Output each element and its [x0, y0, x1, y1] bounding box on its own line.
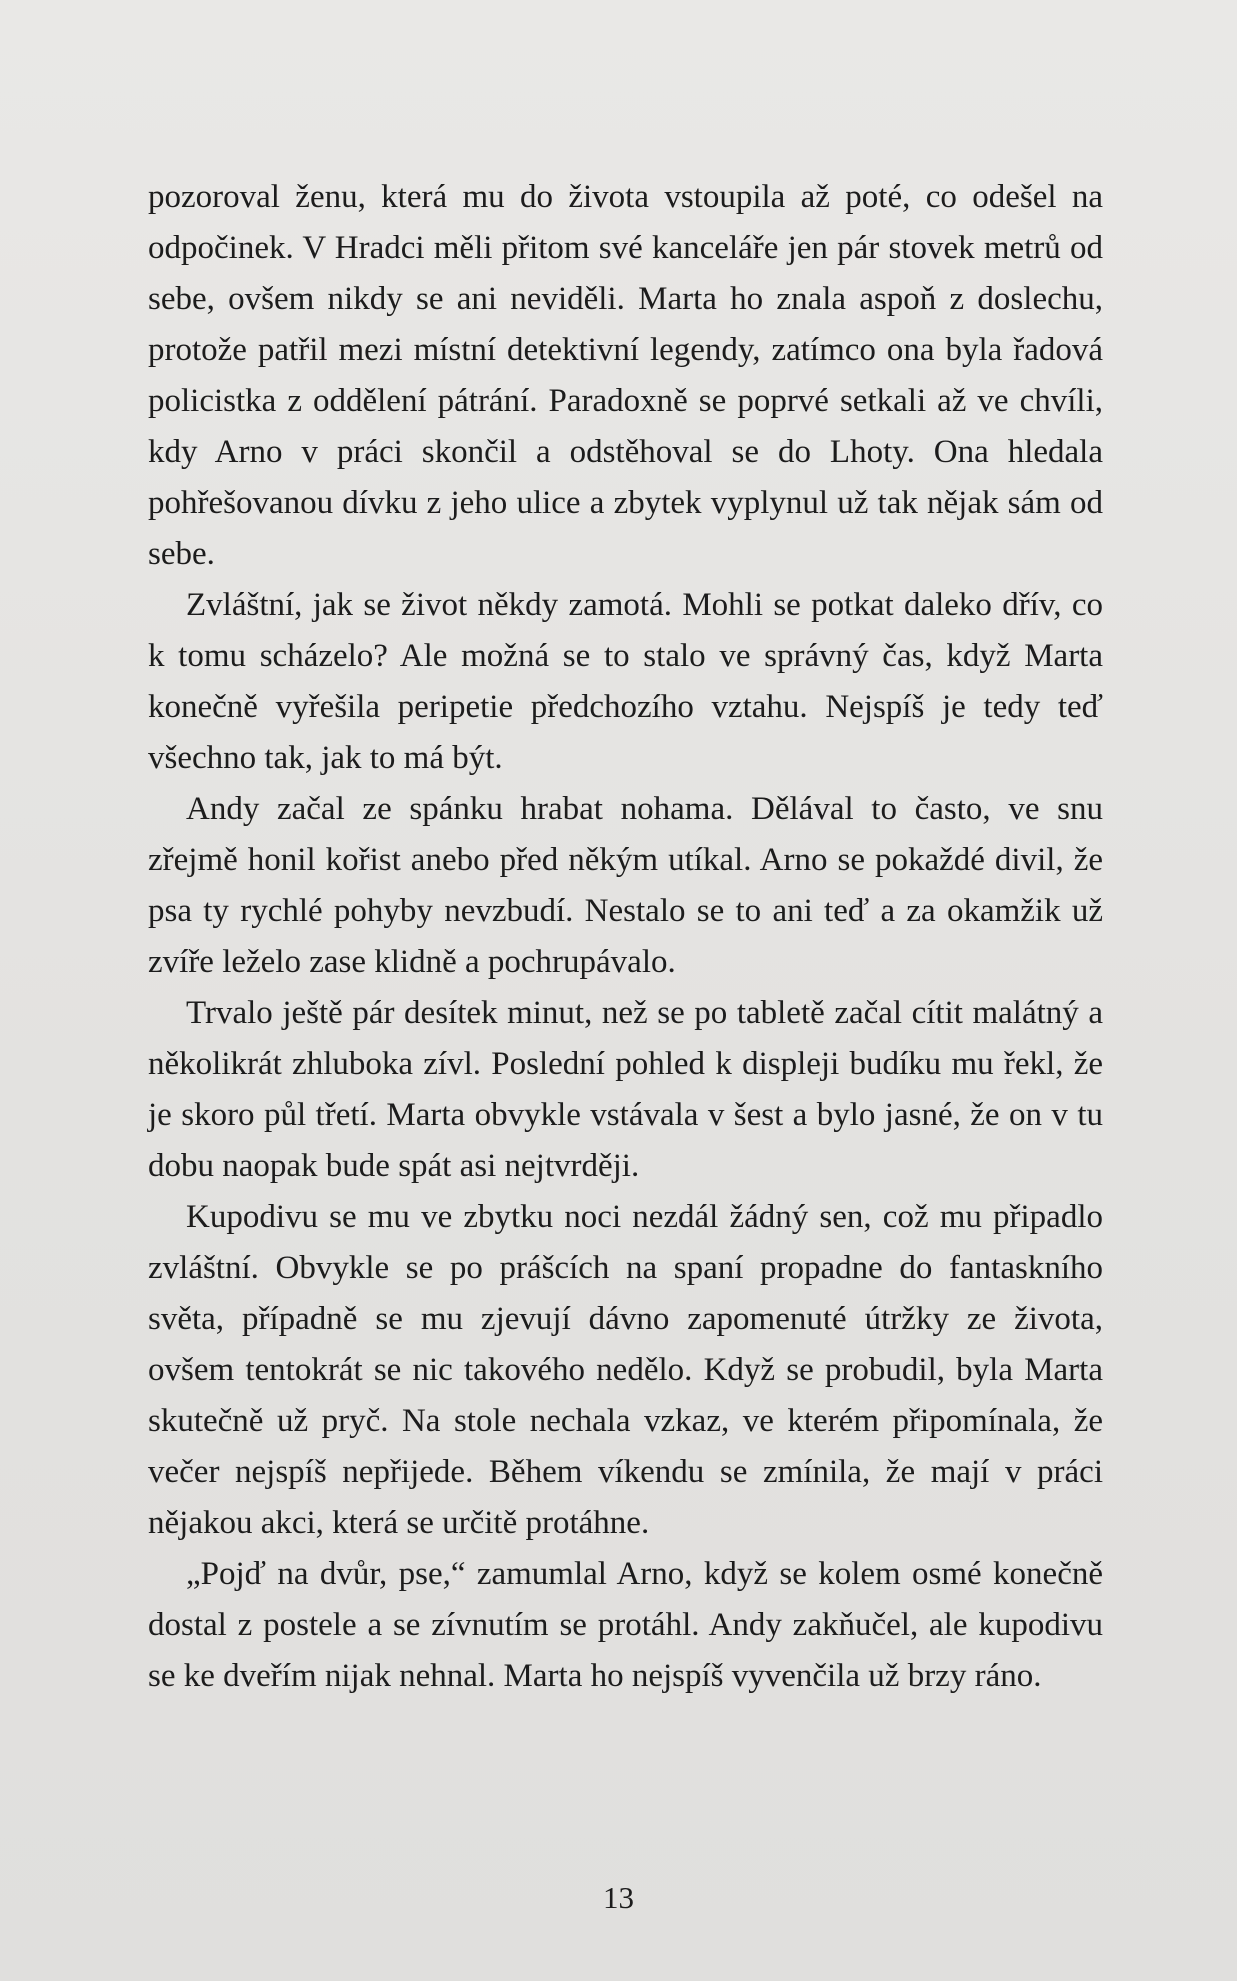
body-text — [148, 172, 1103, 1702]
paragraph-1: pozoroval ženu, která mu do života vstoupila až poté, co odešel na odpočinek. V Hradci měli přitom své kanceláře jen pár stovek metrů od sebe, ovšem nikdy se ani neviděli. Marta ho znala aspoň z doslechu, protože patřil mezi místní detektivní legendy, zatímco ona byla řadová policistka z oddělení pátrání. Paradoxně se poprvé setkali až ve chvíli, kdy Arno v práci skončil a odstěhoval se do Lhoty. Ona hledala pohřešovanou dívku z jeho ulice a zbytek vyplynul už tak nějak sám od sebe. — [148, 179, 1103, 572]
paragraph-6: „Pojď na dvůr, pse,“ zamumlal Arno, když se kolem osmé konečně dostal z postele a se zívnutím se protáhl. Andy zakňučel, ale kupodivu se ke dveřím nijak nehnal. Marta ho nejspíš vyvenčila už brzy ráno. — [148, 1556, 1103, 1694]
paragraph-5: Kupodivu se mu ve zbytku noci nezdál žádný sen, což mu připadlo zvláštní. Obvykle se po prášcích na spaní propadne do fantaskního světa, případně se mu zjevují dávno zapomenuté útržky ze života, ovšem tentokrát se nic takového nedělo. Když se probudil, byla Marta skutečně už pryč. Na stole nechala vzkaz, ve kterém připomínala, že večer nejspíš nepřijede. Během víkendu se zmínila, že mají v práci nějakou akci, která se určitě protáhne. — [148, 1199, 1103, 1541]
page-number: 13 — [603, 1880, 634, 1915]
paragraph-4: Trvalo ještě pár desítek minut, než se po tabletě začal cítit malátný a několikrát zhluboka zívl. Poslední pohled k displeji budíku mu řekl, že je skoro půl třetí. Marta obvykle vstávala v šest a bylo jasné, že on v tu dobu naopak bude spát asi nejtvrději. — [148, 995, 1103, 1184]
paragraph-3: Andy začal ze spánku hrabat nohama. Dělával to často, ve snu zřejmě honil kořist anebo před někým utíkal. Arno se pokaždé divil, že psa ty rychlé pohyby nevzbudí. Nestalo se to ani teď a za okamžik už zvíře leželo zase klidně a pochrupávalo. — [148, 791, 1103, 980]
paragraph-2: Zvláštní, jak se život někdy zamotá. Mohli se potkat daleko dřív, co k tomu scházelo? Ale možná se to stalo ve správný čas, když Marta konečně vyřešila peripetie předchozího vztahu. Nejspíš je tedy teď všechno tak, jak to má být. — [148, 587, 1103, 776]
